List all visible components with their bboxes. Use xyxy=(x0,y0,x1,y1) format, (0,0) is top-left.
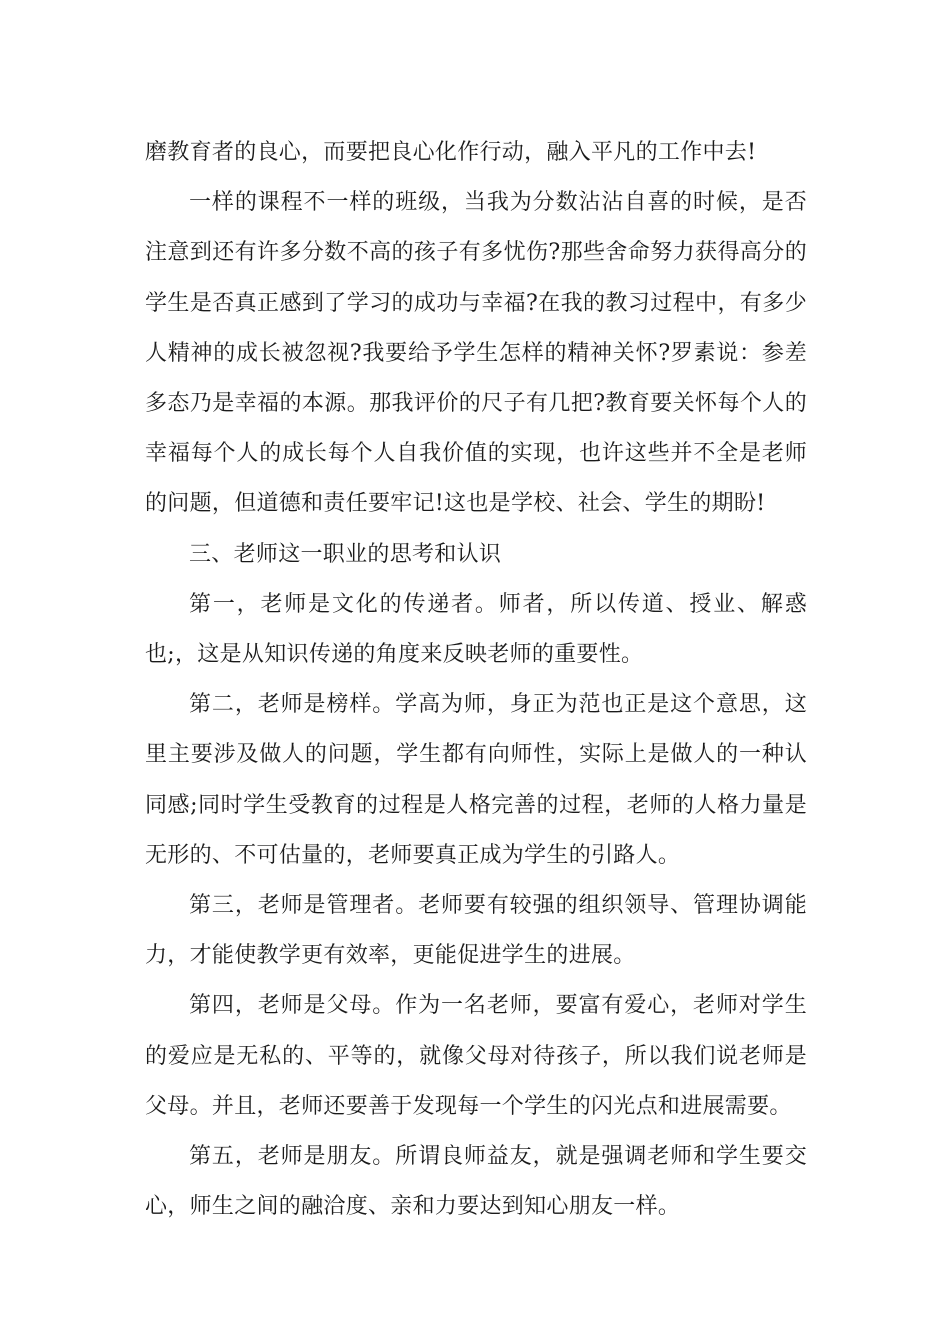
paragraph-point-four: 第四，老师是父母。作为一名老师，要富有爱心，老师对学生的爱应是无私的、平等的，就像父母对待孩子，所以我们说老师是父母。并且，老师还要善于发现每一个学生的闪光点和进展需要。 xyxy=(145,993,807,1119)
paragraph-point-three: 第三，老师是管理者。老师要有较强的组织领导、管理协调能力，才能使教学更有效率，更能促进学生的进展。 xyxy=(145,893,807,969)
paragraph-point-one: 第一，老师是文化的传递者。师者，所以传道、授业、解惑也;，这是从知识传递的角度来反映老师的重要性。 xyxy=(145,591,807,668)
paragraph-point-five: 第五，老师是朋友。所谓良师益友，就是强调老师和学生要交心，师生之间的融洽度、亲和力要达到知心朋友一样。 xyxy=(145,1144,807,1220)
document-body xyxy=(145,128,807,1232)
paragraph-point-two: 第二，老师是榜样。学高为师，身正为范也正是这个意思，这里主要涉及做人的问题，学生都有向师性，实际上是做人的一种认同感;同时学生受教育的过程是人格完善的过程，老师的人格力量是无形的、不可估量的，老师要真正成为学生的引路人。 xyxy=(145,692,807,868)
paragraph-continuation: 磨教育者的良心，而要把良心化作行动，融入平凡的工作中去! xyxy=(145,140,757,165)
paragraph-evaluation-reflection: 一样的课程不一样的班级，当我为分数沾沾自喜的时候，是否注意到还有许多分数不高的孩子有多忧伤?那些舍命努力获得高分的学生是否真正感到了学习的成功与幸福?在我的教习过程中，有多少人精神的成长被忽视?我要给予学生怎样的精神关怀?罗素说：参差多态乃是幸福的本源。那我评价的尺子有几把?教育要关怀每个人的幸福每个人的成长每个人自我价值的实现，也许这些并不全是老师的问题，但道德和责任要牢记!这也是学校、社会、学生的期盼! xyxy=(145,190,807,517)
section-heading: 三、老师这一职业的思考和认识 xyxy=(189,541,502,567)
